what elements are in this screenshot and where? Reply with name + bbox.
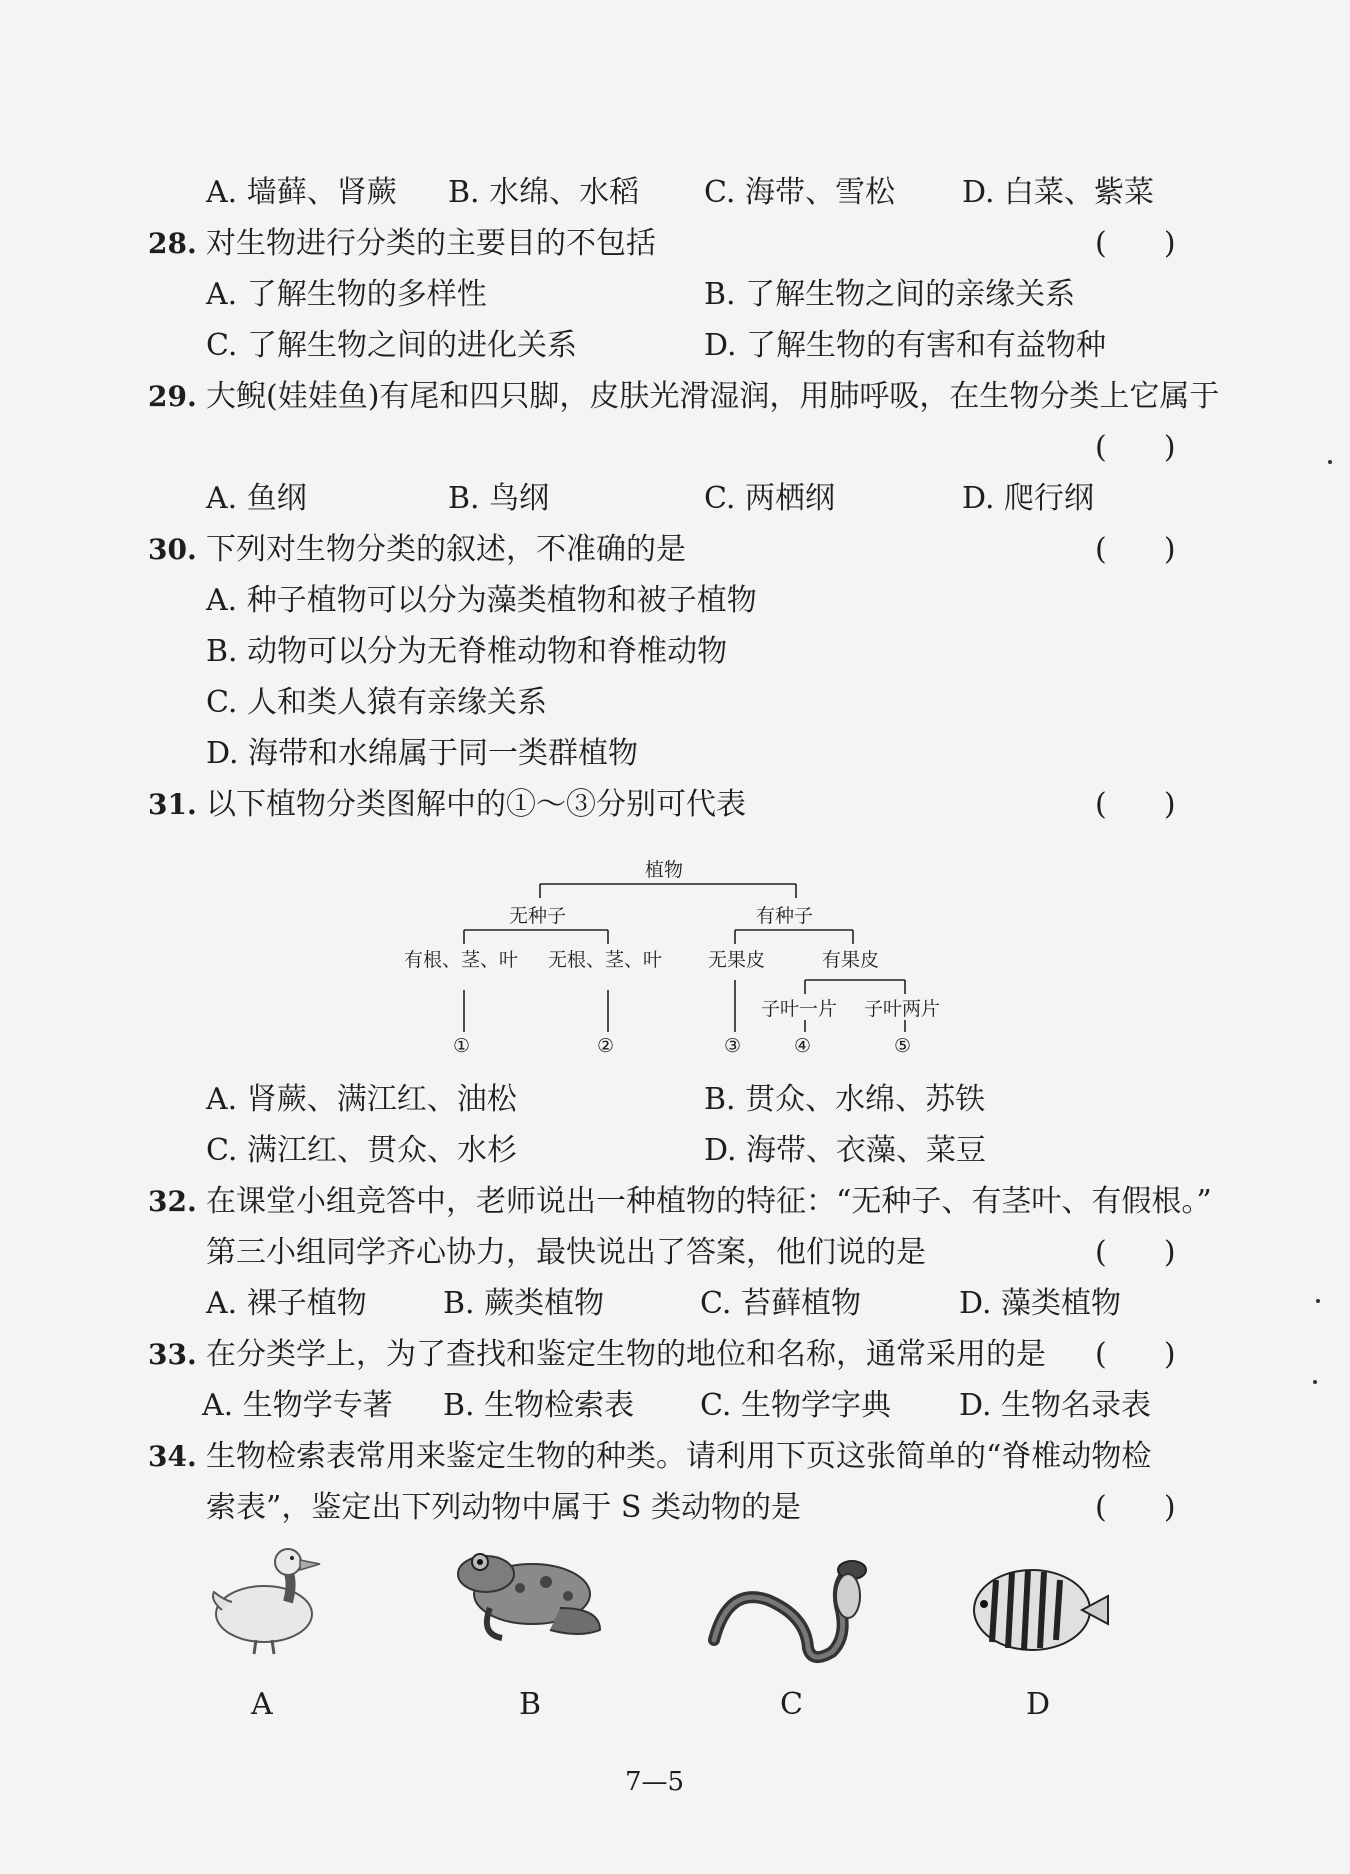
q28-option-d: D. 了解生物的有害和有益物种 [704,328,1107,363]
q32-number: 32. [148,1185,197,1218]
tree-has-pericarp-label: 有果皮 [822,949,880,971]
q32-stem-line1: 在课堂小组竞答中，老师说出一种植物的特征：“无种子、有茎叶、有假根。” [206,1184,1212,1219]
q29-answer-blank: ( ) [1095,430,1176,465]
q31-option-c: C. 满江红、贯众、水杉 [206,1133,517,1168]
q28-option-a: A. 了解生物的多样性 [206,277,487,312]
tree-one-cotyledon-label: 子叶一片 [761,998,838,1020]
q30-answer-blank: ( ) [1095,532,1176,567]
q32-stem-line2: 第三小组同学齐心协力，最快说出了答案，他们说的是 [206,1235,926,1270]
q29-option-c: C. 两栖纲 [704,481,835,516]
q32-option-a: A. 裸子植物 [206,1286,367,1321]
q33-option-a: A. 生物学专著 [202,1388,393,1423]
q32-option-b: B. 蕨类植物 [443,1286,605,1321]
q33-option-b: B. 生物检索表 [443,1388,635,1423]
q31-option-a: A. 肾蕨、满江红、油松 [206,1082,517,1117]
q31-stem: 以下植物分类图解中的①～③分别可代表 [206,787,746,822]
tree-root-stem-leaf-label: 有根、茎、叶 [404,949,519,971]
tree-marker-4: ④ [794,1035,812,1057]
tree-root-label: 植物 [645,859,684,881]
frog-image [450,1538,610,1648]
q30-option-b: B. 动物可以分为无脊椎动物和脊椎动物 [206,634,728,669]
q28-option-c: C. 了解生物之间的进化关系 [206,328,577,363]
margin-speck [1313,1380,1317,1384]
q29-option-d: D. 爬行纲 [962,481,1095,516]
q27-option-c: C. 海带、雪松 [704,175,895,210]
tree-has-seed-label: 有种子 [756,905,814,927]
q31-number: 31. [148,788,197,821]
q29-stem: 大鲵(娃娃鱼)有尾和四只脚，皮肤光滑湿润，用肺呼吸，在生物分类上它属于 [206,379,1220,414]
tree-marker-3: ③ [724,1035,742,1057]
tree-no-pericarp-label: 无果皮 [708,949,766,971]
tree-marker-2: ② [597,1035,615,1057]
q27-option-b: B. 水绵、水稻 [448,175,640,210]
q28-option-b: B. 了解生物之间的亲缘关系 [704,277,1076,312]
q29-option-b: B. 鸟纲 [448,481,550,516]
q34-caption-c: C [780,1687,803,1722]
margin-speck [1328,460,1332,464]
tree-two-cotyledons-label: 子叶两片 [864,998,941,1020]
q30-number: 30. [148,533,197,566]
page-number: 7—5 [625,1767,685,1797]
q30-option-c: C. 人和类人猿有亲缘关系 [206,685,547,720]
q32-option-c: C. 苔藓植物 [700,1286,861,1321]
tree-no-root-stem-leaf-label: 无根、茎、叶 [548,949,663,971]
q33-option-d: D. 生物名录表 [959,1388,1152,1423]
q28-answer-blank: ( ) [1095,226,1176,261]
q32-option-d: D. 藻类植物 [959,1286,1122,1321]
margin-speck [1316,1299,1320,1303]
q34-stem-line1: 生物检索表常用来鉴定生物的种类。请利用下页这张简单的“脊椎动物检 [206,1439,1152,1474]
q33-option-c: C. 生物学字典 [700,1388,891,1423]
q32-answer-blank: ( ) [1095,1235,1176,1270]
tree-marker-1: ① [453,1035,471,1057]
q28-number: 28. [148,227,197,260]
snake-image [708,1556,878,1666]
q29-number: 29. [148,380,197,413]
q31-option-d: D. 海带、衣藻、菜豆 [704,1133,987,1168]
q30-option-d: D. 海带和水绵属于同一类群植物 [206,736,639,771]
butterflyfish-image [962,1560,1112,1660]
q34-caption-d: D [1026,1687,1051,1722]
duck-image [202,1540,332,1658]
q34-stem-line2: 索表”，鉴定出下列动物中属于 S 类动物的是 [206,1490,801,1525]
q33-answer-blank: ( ) [1095,1337,1176,1372]
q27-option-d: D. 白菜、紫菜 [962,175,1155,210]
q31-option-b: B. 贯众、水绵、苏铁 [704,1082,986,1117]
q34-answer-blank: ( ) [1095,1490,1176,1525]
q29-option-a: A. 鱼纲 [206,481,307,516]
q31-answer-blank: ( ) [1095,787,1176,822]
q30-stem: 下列对生物分类的叙述，不准确的是 [206,532,686,567]
q34-number: 34. [148,1440,197,1473]
q30-option-a: A. 种子植物可以分为藻类植物和被子植物 [206,583,757,618]
tree-no-seed-label: 无种子 [509,905,567,927]
q33-number: 33. [148,1338,197,1371]
q34-caption-b: B [519,1687,542,1722]
tree-marker-5: ⑤ [894,1035,912,1057]
q27-option-a: A. 墙藓、肾蕨 [206,175,397,210]
q33-stem: 在分类学上，为了查找和鉴定生物的地位和名称，通常采用的是 [206,1337,1046,1372]
q34-caption-a: A [251,1687,273,1722]
q28-stem: 对生物进行分类的主要目的不包括 [206,226,656,261]
